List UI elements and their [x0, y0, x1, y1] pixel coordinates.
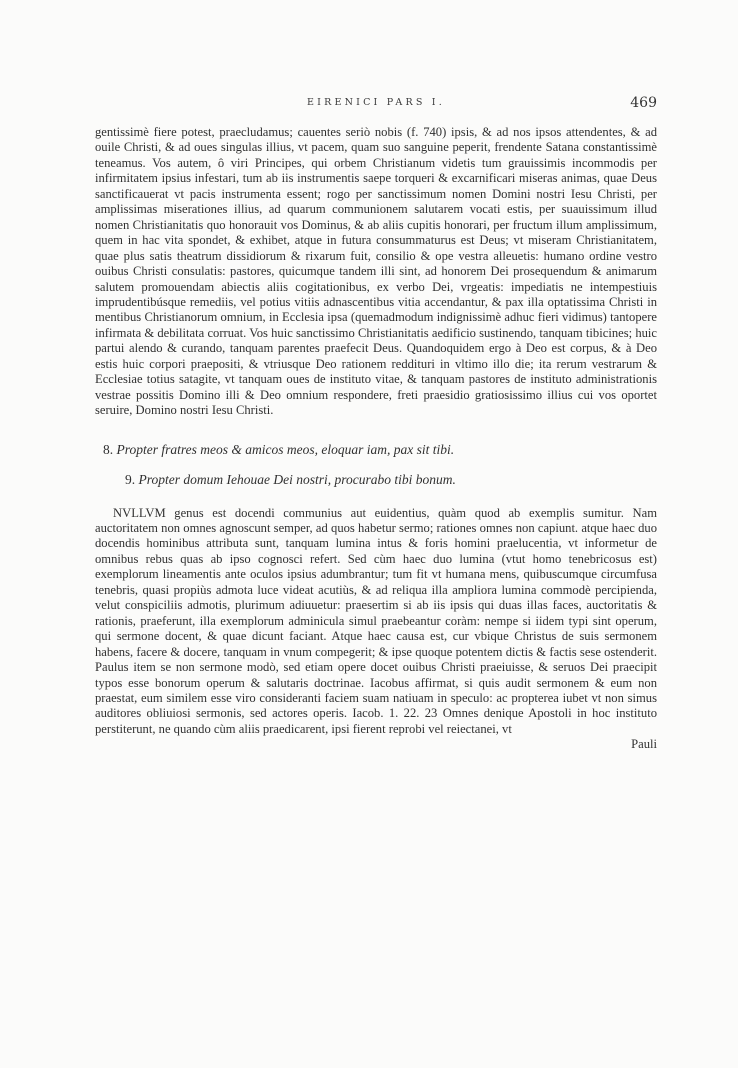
verse-9	[95, 472, 657, 487]
catchword: Pauli	[631, 737, 657, 752]
paragraph-commentary: NVLLVM genus est docendi communius aut euidentius, quàm quod ab exemplis sumitur. Nam auctoritatem non omnes agnoscunt semper, ad quos habetur sermo; rationes omnes non capiunt. atque haec duo docendis hominibus attributa sunt, tanquam lumina intus & foris homini praelucentia, vt informetur de omnibus rebus quas ab ipso cognosci refert. Sed cùm haec duo lumina (vtut homo tenebricosus est) exemplorum lineamentis ante oculos ipsius adumbrantur; tum fit vt humana mens, quibuscumque circumfusa tenebris, quasi propiùs admota luce videat acutiùs, & ad reliqua illa ampliora lumina commodè percipienda, velut conspiciliis admotis, plurimum adiuuetur: praesertim si ab iis ipsis qui duas illas faces, auctoritatis & rationis, praeferunt, illa exemplorum adminicula simul praebeantur coràm: nempe si iidem typi sint operum, qui sermone docent, & quae dicunt faciant. Atque haec causa est, cur vbique Christus de suis sermonem habens, facere & docere, tanquam in vnum compegerit; & ipse quoque potentem dictis & factis sese ostenderit. Paulus item se non sermone modò, sed etiam opere docet ouibus Christi praeiuisse, & seruos Dei praecipit typos esse bonorum operum & salutaris doctrinae. Iacobus affirmat, si quis audit sermonem & eum non praestat, eum similem esse viro consideranti faciem suam natiuam in speculo: ac propterea iubet vt non simus auditores obliuiosi sermonis, sed actores operis. Iacob. 1. 22. 23 Omnes denique Apostoli in hoc instituto perstiterunt, ne quando cùm aliis praedicarent, ipsi fierent reprobi vel reiectanei, vt	[95, 505, 657, 736]
verse-text: Propter fratres meos & amicos meos, eloquar iam, pax sit tibi.	[116, 441, 455, 457]
verse-text: Propter domum Iehouae Dei nostri, procurabo tibi bonum.	[138, 472, 456, 488]
verse-number: 8.	[103, 441, 114, 457]
text-block	[95, 125, 657, 753]
paragraph-continued: gentissimè fiere potest, praecludamus; cauentes seriò nobis (f. 740) ipsis, & ad nos ipsos attendentes, & ad ouile Christi, & ad oues singulas illius, vt pacem, quam suo sanguine peperit, frendente Satana constantissimè teneamus. Vos autem, ô viri Principes, qui orbem Christianum videtis tum grauissimis incommodis per infirmitatem ipsius infestari, tum ab iis instrumentis saepe torqueri & excarnificari miseras animas, quae Deus sanctificauerat vt pacis instrumenta essent; rogo per sanctissimum nomen Domini nostri Iesu Christi, per amplissimas miserationes illius, ad quarum communionem salutarem vocati estis, per suauissimum illud nomen Christianitatis quo honorauit vos Dominus, & ab aliis cupitis honorari, per fructum illum amplissimum, quem in hac vita spondet, & exhibet, atque in futura consummaturus est Deus; vt miseram Christianitatem, quae plus satis theatrum dissidiorum & rixarum fuit, consilio & ope vestra alleuetis: humano ordine vestro ouibus Christi consulatis: pastores, quicumque tandem illi sint, ad honorem Dei prosequendum & animarum salutem promouendam abiectis aliis cogitationibus, ex verbo Dei, vrgeatis: impediatis ne intempestiuis imprudentibúsque remediis, vel potius vitiis adnascentibus vitia accendantur, & pax illa optatissima Christi in mentibus Christianorum omnium, in Ecclesia ipsa (quemadmodum indignissimè adhuc fieri vidimus) tantopere infirmata & debilitata corruat. Vos huic sanctissimo Christianitatis aedificio sustinendo, tanquam tibicines; huic partui alendo & curando, tanquam parentes praefecit Deus. Quandoquidem ergo à Deo est corpus, & à Deo estis huic corpori praepositi, & vtriusque Deo rationem reddituri in vltimo illo die; ita rerum vestrarum & Ecclesiae totius satagite, vt tanquam oues de instituto vitae, & tanquam pastores de instituto administrationis vestrae possitis Domino illi & Deo omnium respondere, freti praesidio gratiosissimo illius cui vos oportet seruire, Domino nostri Iesu Christi.	[95, 125, 657, 418]
verse-8	[95, 442, 657, 457]
verse-number: 9.	[125, 472, 136, 488]
page-header	[95, 95, 657, 117]
running-head: EIRENICI PARS I.	[307, 97, 445, 108]
page-number: 469	[630, 95, 657, 111]
